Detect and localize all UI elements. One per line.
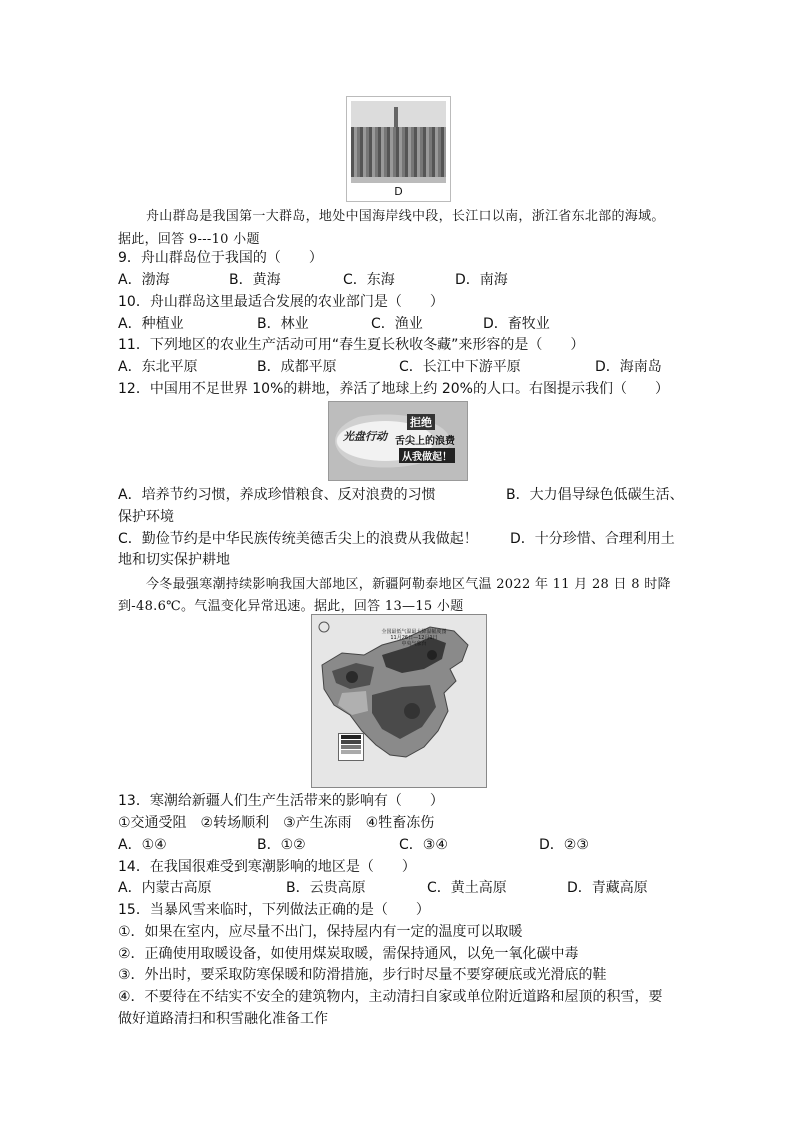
q9-option-a: A．渤海 (118, 272, 170, 288)
campaign-slogan: 舌尖上的浪费 (395, 436, 455, 447)
map-source: 中央气象台 (401, 641, 427, 647)
campaign-image (328, 401, 468, 481)
question-11: 11．下列地区的农业生产活动可用“春生夏长秋收冬藏”来形容的是（ ） (118, 337, 585, 353)
q14-option-c: C．黄土高原 (427, 880, 507, 896)
q14-option-a: A．内蒙古高原 (118, 880, 212, 896)
q9-option-d: D．南海 (455, 272, 508, 288)
q15-statement-1: ①．如果在室内，应尽量不出门，保持屋内有一定的温度可以取暖 (118, 924, 523, 940)
q15-statement-4: ④．不要待在不结实不安全的建筑物内，主动清扫自家或单位附近道路和屋顶的积雪，要 (118, 989, 663, 1005)
q12-option-b-cont: 保护环境 (118, 509, 174, 525)
question-12: 12．中国用不足世界 10%的耕地，养活了地球上约 20%的人口。右图提示我们（ ） (118, 381, 669, 397)
q10-option-b: B．林业 (257, 316, 309, 332)
q13-option-c: C．③④ (399, 837, 448, 853)
campaign-brand: 光盘行动 (343, 430, 387, 443)
q15-statement-2: ②．正确使用取暖设备，如使用煤炭取暖，需保持通风，以免一氧化碳中毒 (118, 946, 579, 962)
q10-option-c: C．渔业 (371, 316, 423, 332)
q12-option-d: D．十分珍惜、合理利用土 (510, 531, 675, 547)
campaign-badge: 拒绝 (407, 414, 435, 430)
q10-option-d: D．畜牧业 (483, 316, 550, 332)
q12-option-d-cont: 地和切实保护耕地 (118, 552, 230, 568)
photo-label: D (394, 185, 403, 198)
campaign-tagline: 从我做起！ (399, 448, 455, 463)
q15-statement-4-cont: 做好道路清扫和积雪融化准备工作 (118, 1011, 328, 1027)
map-subtitle: 11月26日—12月1日 (390, 635, 438, 641)
q12-option-b: B．大力倡导绿色低碳生活、 (506, 487, 684, 503)
q11-option-a: A．东北平原 (118, 359, 198, 375)
q9-option-b: B．黄海 (229, 272, 281, 288)
q13-statements: ①交通受阻 ②转场顺利 ③产生冻雨 ④牲畜冻伤 (118, 815, 435, 831)
intro-text-2b: 到-48.6℃。气温变化异常迅速。据此，回答 13—15 小题 (118, 599, 464, 614)
question-13: 13．寒潮给新疆人们生产生活带来的影响有（ ） (118, 793, 444, 809)
q11-option-b: B．成都平原 (257, 359, 337, 375)
q15-statement-3: ③．外出时，要采取防寒保暖和防滑措施，步行时尽量不要穿硬底或光滑底的鞋 (118, 967, 607, 983)
q14-option-d: D．青藏高原 (567, 880, 648, 896)
landscape-photo (346, 96, 451, 202)
q13-option-a: A．①④ (118, 837, 167, 853)
intro-text-2: 今冬最强寒潮持续影响我国大部地区，新疆阿勒泰地区气温 2022 年 11 月 28 日 8 时降 (146, 577, 671, 592)
q13-option-b: B．①② (257, 837, 306, 853)
temperature-map (311, 614, 487, 788)
q11-option-c: C．长江中下游平原 (399, 359, 521, 375)
q9-option-c: C．东海 (343, 272, 395, 288)
question-15: 15．当暴风雪来临时，下列做法正确的是（ ） (118, 902, 430, 918)
q12-option-a: A．培养节约习惯，养成珍惜粮食、反对浪费的习惯 (118, 487, 436, 503)
intro-text-1b: 据此，回答 9---10 小题 (118, 232, 260, 247)
q13-option-d: D．②③ (539, 837, 589, 853)
intro-text-1: 舟山群岛是我国第一大群岛，地处中国海岸线中段，长江口以南，浙江省东北部的海域。 (146, 209, 665, 224)
question-10: 10．舟山群岛这里最适合发展的农业部门是（ ） (118, 294, 444, 310)
q10-option-a: A．种植业 (118, 316, 184, 332)
q11-option-d: D．海南岛 (595, 359, 662, 375)
q14-option-b: B．云贵高原 (286, 880, 366, 896)
question-9: 9．舟山群岛位于我国的（ ） (118, 250, 323, 266)
q12-option-c: C．勤俭节约是中华民族传统美德舌尖上的浪费从我做起！ (118, 531, 478, 547)
map-title: 全国最低气温最大降温幅度图 (381, 629, 447, 635)
question-14: 14．在我国很难受到寒潮影响的地区是（ ） (118, 859, 416, 875)
map-legend (338, 733, 364, 761)
